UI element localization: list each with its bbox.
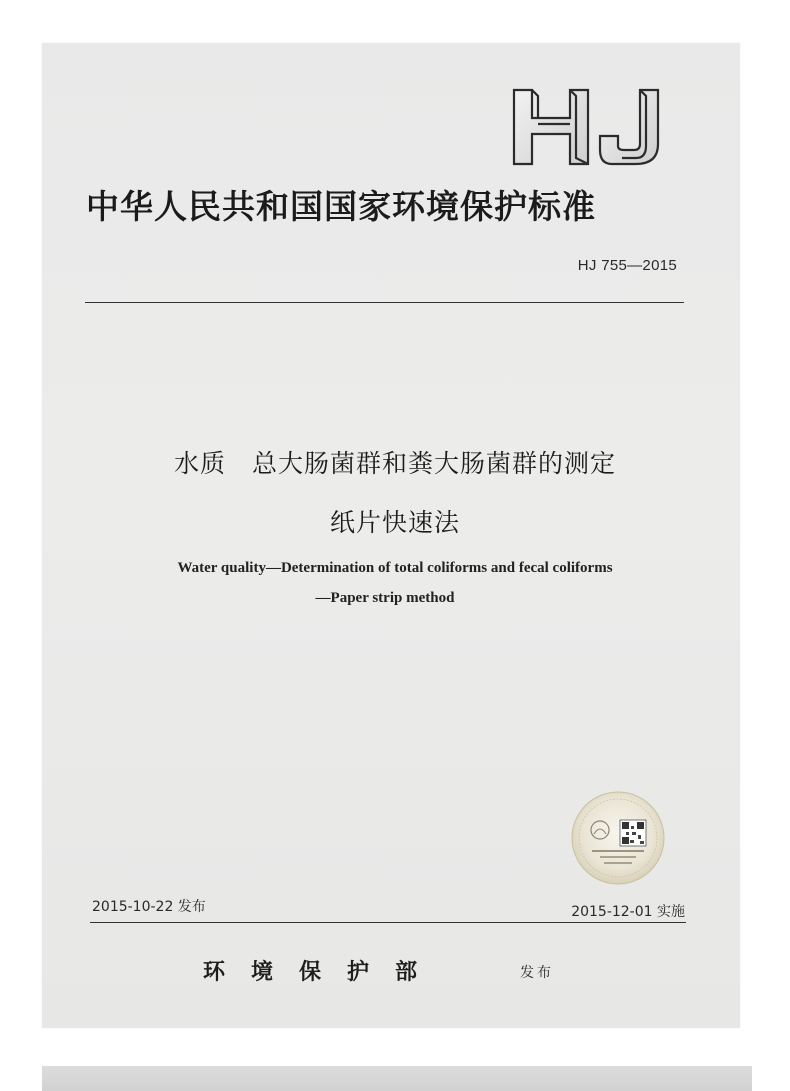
publisher-name: 环境保护部 (203, 959, 444, 985)
hj-logo-letter-h (514, 90, 588, 164)
title-chinese-line-2: 纸片快速法 (329, 508, 460, 537)
next-page-edge (42, 1066, 752, 1091)
title-english-line-2: —Paper strip method (315, 590, 455, 606)
hj-logo (512, 88, 662, 166)
hj-logo-letter-j (600, 90, 658, 164)
publisher-suffix: 发布 (520, 965, 554, 981)
title-chinese-line-1: 水质 总大肠菌群和粪大肠菌群的测定 (173, 449, 616, 478)
header-divider (85, 302, 684, 303)
standard-category-title: 中华人民共和国国家环境保护标准 (86, 187, 596, 226)
issue-date: 2015-10-22 发布 (92, 899, 206, 915)
title-english-line-1: Water quality—Determination of total coliforms and fecal coliforms (177, 560, 613, 576)
anti-counterfeit-seal-icon (570, 790, 666, 886)
standard-number: HJ 755—2015 (577, 257, 677, 274)
footer-divider (90, 922, 686, 923)
effective-date: 2015-12-01 实施 (571, 904, 685, 920)
